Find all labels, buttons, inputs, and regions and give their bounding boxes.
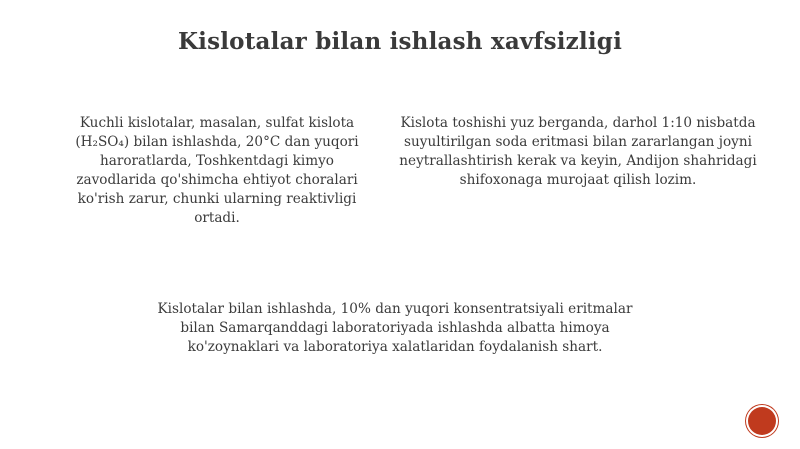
slide-title: Kislotalar bilan ishlash xavfsizligi — [177, 28, 623, 55]
bottom-paragraph: Kislotalar bilan ishlashda, 10% dan yuqori konsentratsiyali eritmalar bilan Samarqanddagi laboratoriyada ishlashda albatta himoya ko'zoynaklari va laboratoriya xalatlaridan foydalanish shart. — [157, 301, 633, 355]
circle-nav-icon[interactable] — [748, 407, 776, 435]
left-paragraph: Kuchli kislotalar, masalan, sulfat kislota (H₂SO₄) bilan ishlashda, 20°C dan yuqori haroratlarda, Toshkentdagi kimyo zavodlarida qo'shimcha ehtiyot choralari ko'rish zarur, chunki ularning reaktivligi ortadi. — [75, 115, 359, 226]
right-paragraph: Kislota toshishi yuz berganda, darhol 1:10 nisbatda suyultirilgan soda eritmasi bilan zararlangan joyni neytrallashtirish kerak va keyin, Andijon shahridagi shifoxonaga murojaat qilish lozim. — [399, 115, 757, 188]
